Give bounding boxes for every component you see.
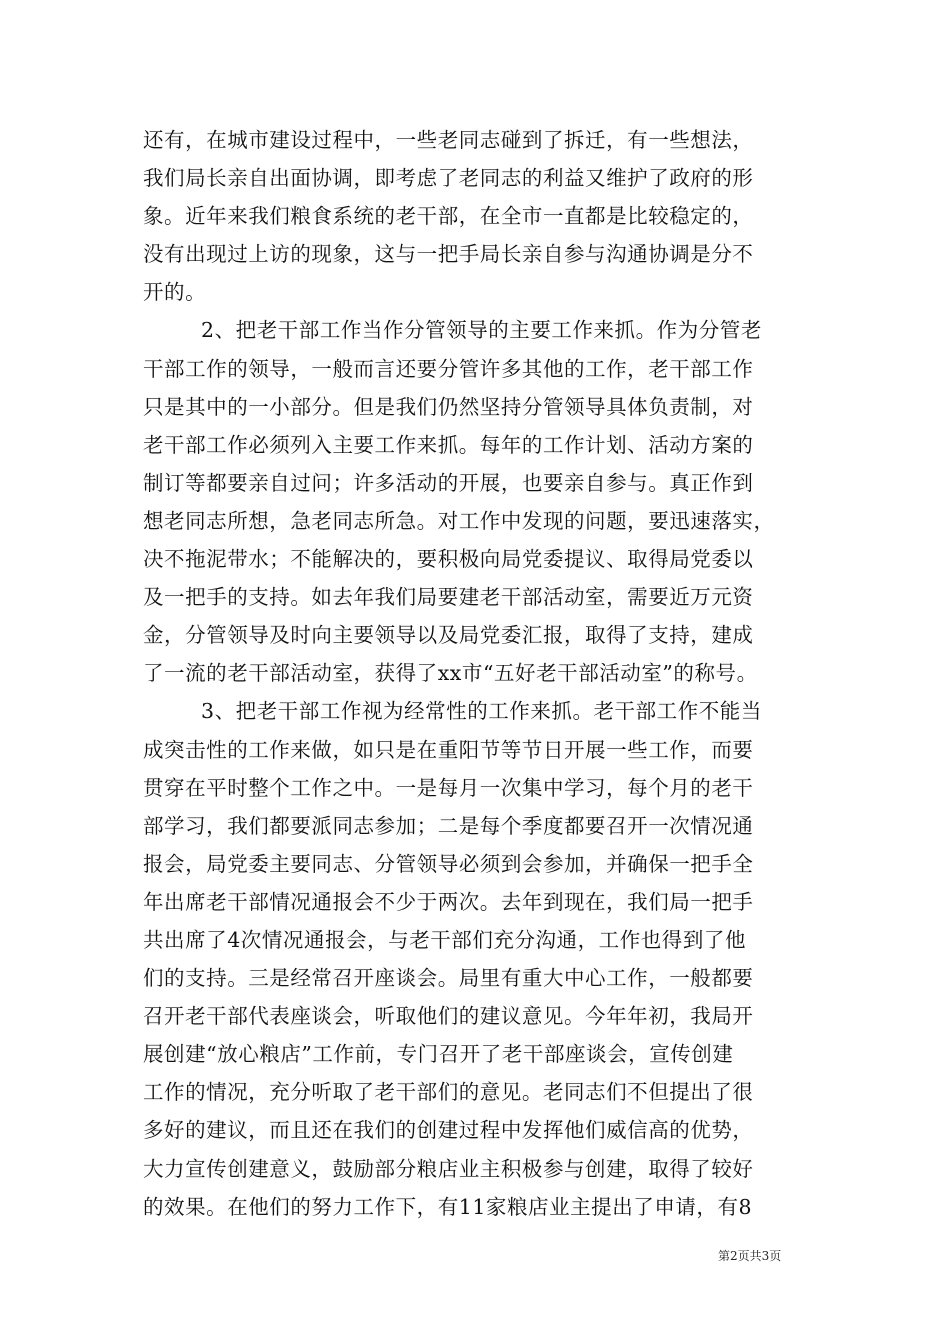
text-line: 还有，在城市建设过程中，一些老同志碰到了拆迁，有一些想法，	[143, 128, 754, 152]
text-line: 干部工作的领导，一般而言还要分管许多其他的工作，老干部工作	[143, 356, 754, 381]
paragraph-start-line: 3、把老干部工作视为经常性的工作来抓。老干部工作不能当	[201, 699, 762, 724]
text-line: 象。近年来我们粮食系统的老干部，在全市一直都是比较稳定的，	[143, 204, 754, 229]
text-line: 及一把手的支持。如去年我们局要建老干部活动室，需要近万元资	[143, 585, 754, 610]
text-line: 展创建“放心粮店”工作前，专门召开了老干部座谈会，宣传创建	[143, 1042, 734, 1067]
text-line: 制订等都要亲自过问；许多活动的开展，也要亲自参与。真正作到	[143, 470, 754, 495]
text-line: 只是其中的一小部分。但是我们仍然坚持分管领导具体负责制，对	[143, 394, 754, 419]
page-number-footer: 第2页共3页	[718, 1249, 782, 1263]
text-line: 年出席老干部情况通报会不少于两次。去年到现在，我们局一把手	[143, 889, 754, 914]
text-line: 贯穿在平时整个工作之中。一是每月一次集中学习，每个月的老干	[143, 775, 754, 800]
text-line: 没有出现过上访的现象，这与一把手局长亲自参与沟通协调是分不	[143, 242, 754, 267]
text-line: 多好的建议，而且还在我们的创建过程中发挥他们威信高的优势，	[143, 1118, 754, 1143]
text-line: 工作的情况，充分听取了老干部们的意见。老同志们不但提出了很	[143, 1080, 754, 1105]
text-line: 召开老干部代表座谈会，听取他们的建议意见。今年年初，我局开	[143, 1004, 754, 1029]
text-line: 大力宣传创建意义，鼓励部分粮店业主积极参与创建，取得了较好	[143, 1156, 754, 1181]
text-line: 们的支持。三是经常召开座谈会。局里有重大中心工作，一般都要	[143, 966, 754, 991]
text-line: 报会，局党委主要同志、分管领导必须到会参加，并确保一把手全	[143, 851, 754, 876]
text-line: 成突击性的工作来做，如只是在重阳节等节日开展一些工作，而要	[143, 737, 754, 762]
text-line: 了一流的老干部活动室，获得了xx市“五好老干部活动室”的称号。	[143, 661, 758, 686]
text-line: 决不拖泥带水；不能解决的，要积极向局党委提议、取得局党委以	[143, 547, 754, 572]
text-line: 的效果。在他们的努力工作下，有11家粮店业主提出了申请，有8	[143, 1194, 753, 1219]
text-line: 开的。	[143, 280, 207, 305]
paragraph-start-line: 2、把老干部工作当作分管领导的主要工作来抓。作为分管老	[201, 318, 762, 343]
text-line: 部学习，我们都要派同志参加；二是每个季度都要召开一次情况通	[143, 813, 754, 838]
text-line: 共出席了4次情况通报会，与老干部们充分沟通，工作也得到了他	[143, 927, 746, 952]
text-line: 金，分管领导及时向主要领导以及局党委汇报，取得了支持，建成	[143, 623, 754, 648]
text-line: 想老同志所想，急老同志所急。对工作中发现的问题，要迅速落实，	[143, 508, 775, 533]
text-line: 我们局长亲自出面协调，即考虑了老同志的利益又维护了政府的形	[143, 166, 754, 191]
document-body	[143, 121, 823, 1226]
text-line: 老干部工作必须列入主要工作来抓。每年的工作计划、活动方案的	[143, 432, 754, 457]
